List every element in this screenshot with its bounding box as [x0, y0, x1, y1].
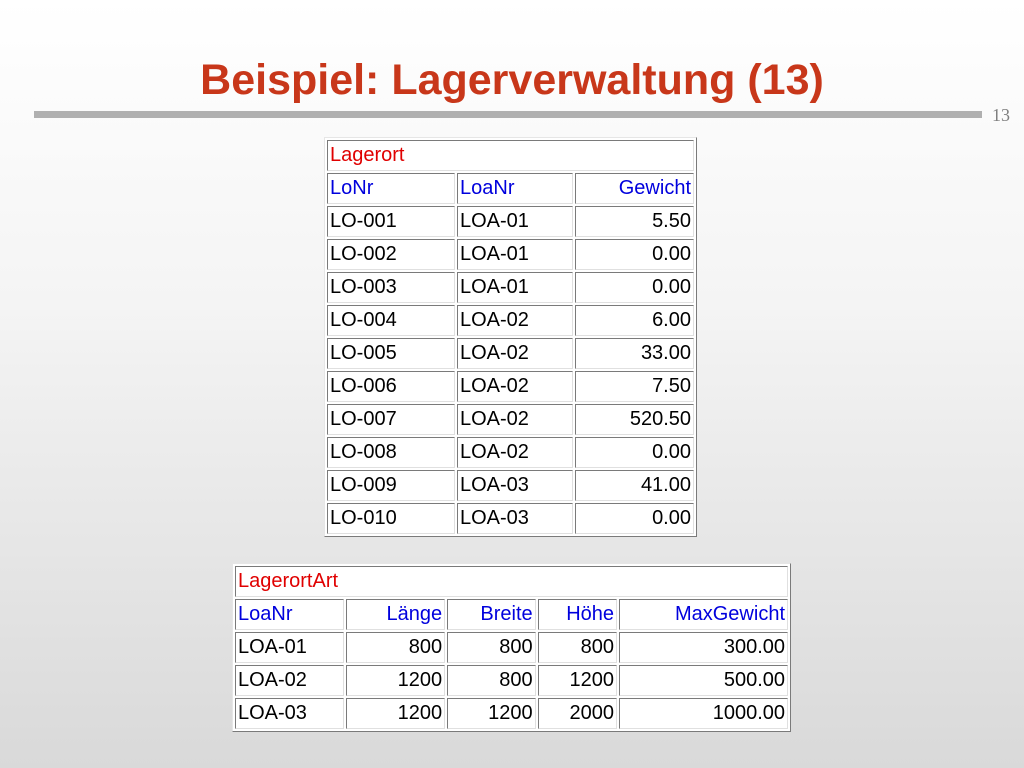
table-cell: LOA-02	[235, 665, 344, 696]
table-cell: LO-010	[327, 503, 455, 534]
column-header: LoaNr	[457, 173, 573, 204]
column-header: LoaNr	[235, 599, 344, 630]
table-cell: LO-006	[327, 371, 455, 402]
table-cell: LO-007	[327, 404, 455, 435]
table-cell: LO-009	[327, 470, 455, 501]
table-row	[327, 305, 694, 336]
table-row	[327, 206, 694, 237]
table-cell: LOA-02	[457, 338, 573, 369]
table-row	[327, 371, 694, 402]
table-row	[327, 338, 694, 369]
table-cell: 520.50	[575, 404, 694, 435]
caption-row	[327, 140, 694, 171]
table-cell: LOA-02	[457, 305, 573, 336]
column-header: LoNr	[327, 173, 455, 204]
column-header: Länge	[346, 599, 446, 630]
table-cell: LO-003	[327, 272, 455, 303]
table-cell: LOA-01	[457, 206, 573, 237]
column-header: Breite	[447, 599, 535, 630]
table-cell: 1200	[538, 665, 617, 696]
lagerort-table	[324, 137, 697, 537]
table-row	[327, 437, 694, 468]
table-cell: LO-005	[327, 338, 455, 369]
table-caption: Lagerort	[327, 140, 694, 171]
table-cell: LO-008	[327, 437, 455, 468]
lagerortart-table-body	[235, 566, 788, 729]
table-row	[235, 698, 788, 729]
header-row	[235, 599, 788, 630]
lagerortart-table	[232, 563, 791, 732]
table-cell: LOA-03	[235, 698, 344, 729]
table-cell: LOA-02	[457, 437, 573, 468]
table-cell: 500.00	[619, 665, 788, 696]
table-cell: 6.00	[575, 305, 694, 336]
table-cell: 2000	[538, 698, 617, 729]
table-cell: 0.00	[575, 503, 694, 534]
table-cell: 33.00	[575, 338, 694, 369]
table-cell: LO-001	[327, 206, 455, 237]
table-cell: LOA-03	[457, 503, 573, 534]
table-row	[327, 272, 694, 303]
table-cell: LOA-02	[457, 371, 573, 402]
column-header: MaxGewicht	[619, 599, 788, 630]
table-cell: LO-002	[327, 239, 455, 270]
title-divider	[34, 111, 982, 118]
table-row	[327, 470, 694, 501]
table-cell: 1000.00	[619, 698, 788, 729]
table-cell: LOA-01	[457, 239, 573, 270]
table-row	[327, 503, 694, 534]
slide-title: Beispiel: Lagerverwaltung (13)	[200, 56, 824, 104]
table-cell: 7.50	[575, 371, 694, 402]
column-header: Gewicht	[575, 173, 694, 204]
lagerort-table-body	[327, 140, 694, 534]
table-caption: LagerortArt	[235, 566, 788, 597]
table-cell: 1200	[447, 698, 535, 729]
table-row	[327, 404, 694, 435]
column-header: Höhe	[538, 599, 617, 630]
table-cell: 0.00	[575, 437, 694, 468]
table-cell: LOA-01	[457, 272, 573, 303]
table-cell: 5.50	[575, 206, 694, 237]
table-cell: 800	[346, 632, 446, 663]
table-cell: LOA-02	[457, 404, 573, 435]
table-cell: 41.00	[575, 470, 694, 501]
table-row	[235, 665, 788, 696]
table-cell: 1200	[346, 665, 446, 696]
table-cell: LOA-01	[235, 632, 344, 663]
table-cell: LOA-03	[457, 470, 573, 501]
table-cell: 0.00	[575, 272, 694, 303]
table-cell: 300.00	[619, 632, 788, 663]
table-cell: 1200	[346, 698, 446, 729]
table-row	[235, 632, 788, 663]
table-cell: LO-004	[327, 305, 455, 336]
table-cell: 800	[538, 632, 617, 663]
page-number: 13	[992, 105, 1010, 125]
header-row	[327, 173, 694, 204]
caption-row	[235, 566, 788, 597]
table-cell: 0.00	[575, 239, 694, 270]
table-cell: 800	[447, 632, 535, 663]
table-cell: 800	[447, 665, 535, 696]
table-row	[327, 239, 694, 270]
